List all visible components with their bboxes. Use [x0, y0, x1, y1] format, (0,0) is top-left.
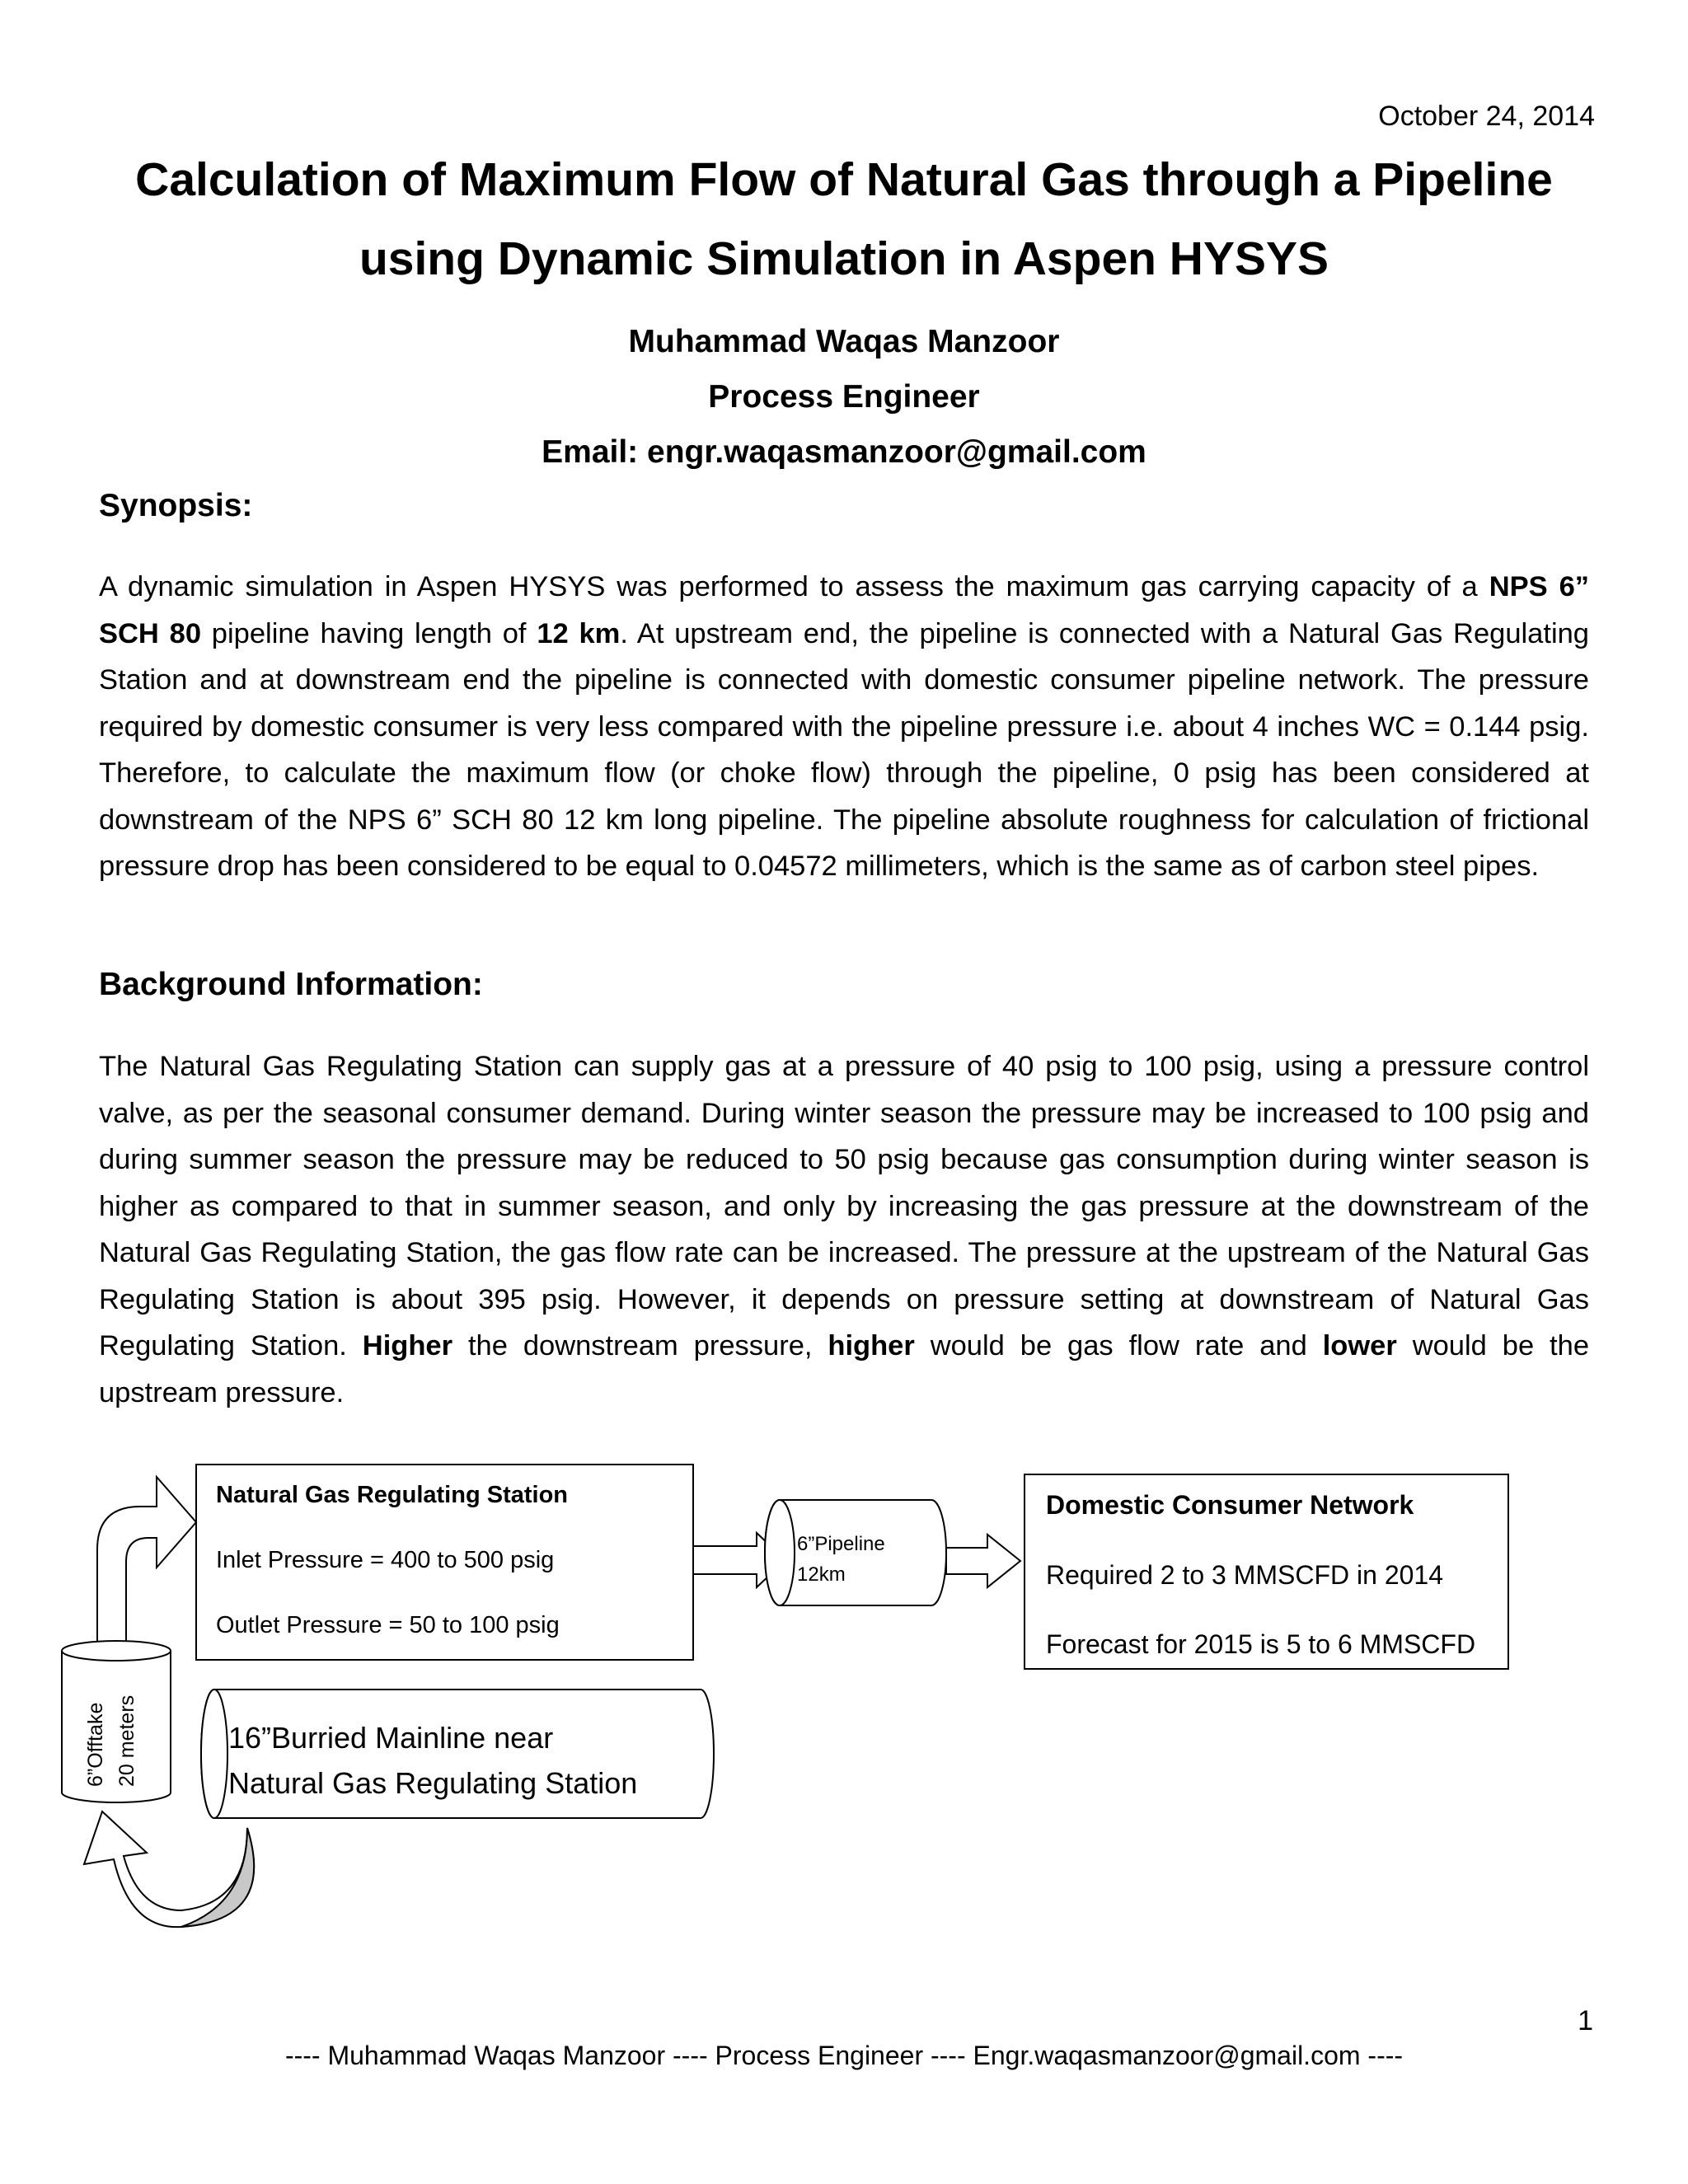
title-line-2: using Dynamic Simulation in Aspen HYSYS — [359, 232, 1329, 285]
synopsis-paragraph: A dynamic simulation in Aspen HYSYS was performed to assess the maximum gas carrying capacity of a NPS 6” SCH 80 pipeline having length of 12 km. At upstream end, the pipeline is connected with a Natural Gas Regulating Station and at downstream end the pipeline is connected with domestic consumer pipeline network. The pressure required by domestic consumer is very less compared with the pipeline pressure i.e. about 4 inches WC = 0.144 psig. Therefore, to calculate the maximum flow (or choke flow) through the pipeline, 0 psig has been considered at downstream of the NPS 6” SCH 80 12 km long pipeline. The pipeline absolute roughness for calculation of frictional pressure drop has been considered to be equal to 0.04572 millimeters, which is the same as of carbon steel pipes. — [99, 571, 1590, 882]
consumer-title: Domestic Consumer Network — [1046, 1490, 1414, 1520]
document-title — [66, 140, 1622, 298]
pipeline-cylinder — [765, 1500, 946, 1605]
regulating-station-box — [196, 1465, 693, 1660]
synopsis-heading: Synopsis: — [99, 488, 253, 523]
mainline-to-offtake-arrow — [84, 1811, 254, 1927]
page-number: 1 — [1578, 2005, 1593, 2036]
background-paragraph: The Natural Gas Regulating Station can supply gas at a pressure of 40 psig to 100 psig, using a pressure control valve, as per the seasonal consumer demand. During winter season the pressure may be increased to 100 psig and during summer season the pressure may be reduced to 50 psig because gas consumption during winter season is higher as compared to that in summer season, and only by increasing the gas pressure at the downstream of the Natural Gas Regulating Station, the gas flow rate can be increased. The pressure at the upstream of the Natural Gas Regulating Station is about 395 psig. However, it depends on pressure setting at downstream of Natural Gas Regulating Station. Higher the downstream pressure, higher would be gas flow rate and lower would be the upstream pressure. — [99, 1051, 1590, 1408]
consumer-required: Required 2 to 3 MMSCFD in 2014 — [1046, 1560, 1443, 1590]
author-email: Email: engr.waqasmanzoor@gmail.com — [542, 434, 1146, 470]
document-date: October 24, 2014 — [1378, 101, 1595, 132]
mainline-cylinder — [201, 1690, 714, 1818]
author-role: Process Engineer — [708, 379, 980, 415]
offtake-to-station-arrow — [97, 1477, 196, 1648]
page-footer: ---- Muhammad Waqas Manzoor ---- Process Engineer ---- Engr.waqasmanzoor@gmail.com ---- — [284, 2041, 1404, 2070]
offtake-cylinder — [62, 1641, 171, 1802]
consumer-network-box — [1025, 1474, 1508, 1669]
station-outlet: Outlet Pressure = 50 to 100 psig — [216, 1612, 560, 1638]
arrow-pipeline-to-consumer — [946, 1535, 1020, 1587]
author-name: Muhammad Waqas Manzoor — [628, 324, 1060, 359]
pipeline-size-label: 6”Pipeline — [797, 1533, 885, 1555]
process-flow-diagram — [0, 1459, 1688, 1953]
title-line-1: Calculation of Maximum Flow of Natural Gas through a Pipeline — [135, 153, 1553, 206]
background-heading: Background Information: — [99, 967, 483, 1002]
offtake-length-label: 20 meters — [115, 1694, 138, 1787]
consumer-forecast: Forecast for 2015 is 5 to 6 MMSCFD — [1046, 1629, 1476, 1659]
station-title: Natural Gas Regulating Station — [216, 1482, 568, 1508]
mainline-label-line-1: 16”Burried Mainline near — [228, 1721, 554, 1755]
pipeline-length-label: 12km — [797, 1563, 846, 1586]
station-inlet: Inlet Pressure = 400 to 500 psig — [216, 1547, 555, 1573]
offtake-size-label: 6”Offtake — [84, 1702, 107, 1787]
mainline-label-line-2: Natural Gas Regulating Station — [228, 1766, 638, 1800]
